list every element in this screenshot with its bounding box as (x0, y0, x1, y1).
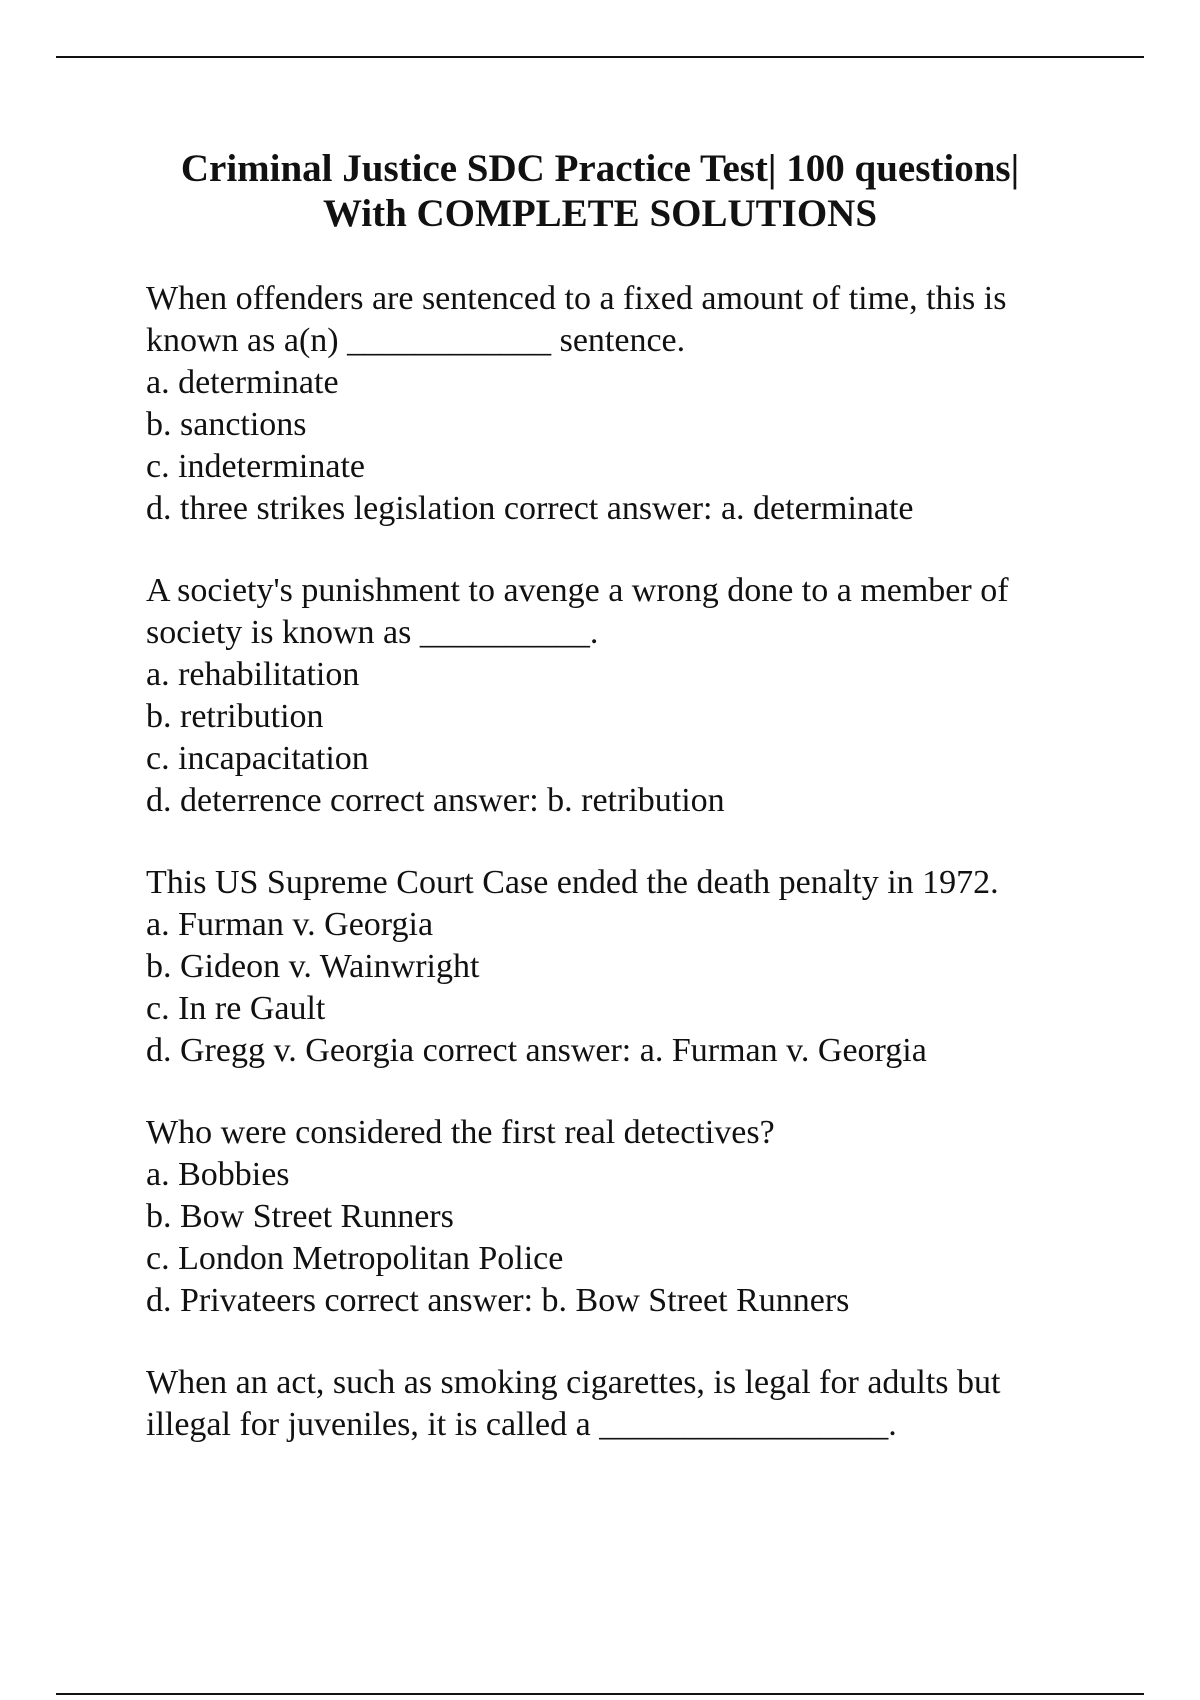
answer-option-d-with-answer: d. Gregg v. Georgia correct answer: a. Furman v. Georgia (146, 1032, 927, 1069)
question-stem-line: When an act, such as smoking cigarettes, is legal for adults but (146, 1364, 1001, 1401)
question-stem-line: A society's punishment to avenge a wrong done to a member of (146, 572, 1009, 609)
answer-option-a: a. Bobbies (146, 1156, 290, 1193)
question-stem-line: This US Supreme Court Case ended the death penalty in 1972. (146, 864, 999, 901)
answer-option-c: c. London Metropolitan Police (146, 1240, 564, 1277)
bottom-rule (56, 1693, 1144, 1695)
question-4 (146, 1112, 1086, 1322)
question-stem-line: When offenders are sentenced to a fixed amount of time, this is (146, 280, 1007, 317)
answer-option-b: b. Bow Street Runners (146, 1198, 454, 1235)
answer-option-d-with-answer: d. Privateers correct answer: b. Bow Street Runners (146, 1282, 850, 1319)
question-3 (146, 862, 1086, 1072)
answer-option-d-with-answer: d. deterrence correct answer: b. retribution (146, 782, 725, 819)
question-list (146, 278, 1086, 1486)
question-stem-line: illegal for juveniles, it is called a _________________. (146, 1406, 897, 1443)
answer-option-a: a. rehabilitation (146, 656, 360, 693)
question-5 (146, 1362, 1086, 1446)
question-2 (146, 570, 1086, 822)
answer-option-a: a. determinate (146, 364, 339, 401)
answer-option-b: b. sanctions (146, 406, 307, 443)
answer-option-c: c. incapacitation (146, 740, 369, 777)
answer-option-a: a. Furman v. Georgia (146, 906, 434, 943)
answer-option-b: b. Gideon v. Wainwright (146, 948, 480, 985)
question-stem-line: society is known as __________. (146, 614, 599, 651)
top-rule (56, 56, 1144, 58)
title-line-2: With COMPLETE SOLUTIONS (322, 192, 878, 235)
answer-option-b: b. retribution (146, 698, 324, 735)
answer-option-c: c. indeterminate (146, 448, 366, 485)
question-1 (146, 278, 1086, 530)
question-stem-line: known as a(n) ____________ sentence. (146, 322, 686, 359)
title-line-1: Criminal Justice SDC Practice Test| 100 questions| (180, 147, 1020, 190)
document-title (120, 146, 1080, 236)
question-stem-line: Who were considered the first real detectives? (146, 1114, 775, 1151)
answer-option-c: c. In re Gault (146, 990, 326, 1027)
answer-option-d-with-answer: d. three strikes legislation correct answer: a. determinate (146, 490, 914, 527)
